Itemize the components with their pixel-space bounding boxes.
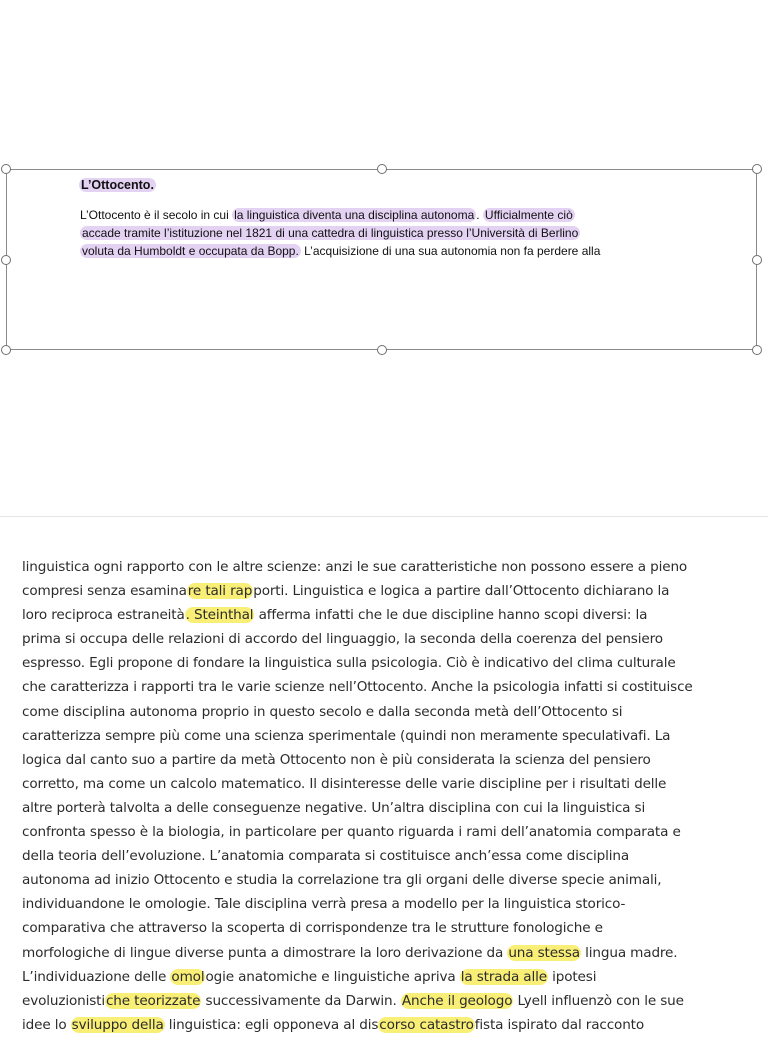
text-line: linguistica ogni rapporto con le altre scienze: anzi le sue caratteristiche non possono essere a pieno	[22, 559, 688, 575]
yellow-highlight: sviluppo della	[71, 1016, 164, 1033]
resize-handle-top-center[interactable]	[377, 164, 387, 174]
yellow-highlight: Anche il geologo	[401, 992, 513, 1009]
resize-handle-middle-right[interactable]	[752, 255, 762, 265]
yellow-highlight: . Steinthal	[185, 607, 254, 624]
text-line: L’individuazione delle omologie anatomiche e linguistiche apriva la strada alle ipotesi	[22, 968, 597, 985]
section-title	[79, 178, 156, 192]
resize-handle-top-left[interactable]	[1, 164, 11, 174]
text-line: caratterizza sempre più come una scienza sperimentale (quindi non meramente speculativafi. La	[22, 727, 671, 744]
purple-highlight: Ufficialmente ciò	[484, 208, 573, 222]
text-line: altre porterà talvolta a delle conseguenze negative. Un’altra disciplina con cui la linguistica si	[22, 799, 646, 816]
purple-highlight: accade tramite l’istituzione nel 1821 di una cattedra di linguistica presso l’Università di Berlino	[82, 226, 579, 240]
yellow-highlight: omol	[171, 968, 205, 985]
text-line: compresi senza esaminare tali rapporti. Linguistica e logica a partire dall’Ottocento dichiarano la	[22, 583, 670, 600]
text-line: evoluzionistiche teorizzate successivamente da Darwin. Anche il geologo Lyell influenzò con le sue	[22, 992, 684, 1009]
resize-handle-bottom-right[interactable]	[752, 345, 762, 355]
text-line: idee lo sviluppo della linguistica: egli opponeva al discorso catastrofista ispirato dal racconto	[22, 1016, 645, 1033]
text-line: comparativa che attraverso la scoperta di corrispondenze tra le strutture fonologiche e	[22, 920, 603, 937]
selected-text-box[interactable]	[6, 169, 757, 350]
text-line: voluta da Humboldt e occupata da Bopp. L’acquisizione di una sua autonomia non fa perdere alla	[82, 244, 601, 258]
yellow-highlight: corso catastro	[379, 1016, 474, 1033]
text-box-body	[80, 206, 720, 260]
text-line: loro reciproca estraneità. Steinthal afferma infatti che le due discipline hanno scopi diversi: la	[22, 607, 648, 624]
purple-highlight: la linguistica diventa una disciplina autonoma	[234, 208, 475, 222]
text-line: confronta spesso è la biologia, in particolare per quanto riguarda i rami dell’anatomia comparata e	[22, 824, 681, 841]
yellow-highlight: che teorizzate	[105, 992, 201, 1009]
page-divider	[0, 516, 768, 517]
text-line: individuandone le omologie. Tale disciplina verrà presa a modello per la linguistica storico-	[22, 896, 626, 913]
resize-handle-bottom-left[interactable]	[1, 345, 11, 355]
text-line: logica dal canto suo a partire da metà Ottocento non è più considerata la scienza del pensiero	[22, 751, 651, 768]
yellow-highlight: re tali rap	[187, 583, 253, 600]
yellow-highlight: la strada alle	[460, 968, 547, 985]
title-highlight: L’Ottocento.	[81, 178, 154, 192]
resize-handle-top-right[interactable]	[752, 164, 762, 174]
resize-handle-middle-left[interactable]	[1, 255, 11, 265]
text-line: L’Ottocento è il secolo in cui la linguistica diventa una disciplina autonoma . Ufficialmente ciò	[80, 208, 573, 222]
text-line: che caratterizza i rapporti tra le varie scienze nell’Ottocento. Anche la psicologia infatti si costituisce	[22, 679, 693, 696]
purple-highlight: voluta da Humboldt e occupata da Bopp.	[82, 244, 299, 258]
text-line: autonoma ad inizio Ottocento e studia la correlazione tra gli organi delle diverse specie animali,	[22, 872, 662, 889]
text-line: prima si occupa delle relazioni di accordo del linguaggio, la seconda della coerenza del pensiero	[22, 631, 663, 648]
text-line: della teoria dell’evoluzione. L’anatomia comparata si costituisce anch’essa come disciplina	[22, 848, 630, 865]
yellow-highlight: una stessa	[508, 944, 580, 961]
text-line: corretto, ma come un calcolo matematico. Il disinteresse delle varie discipline per i risultati delle	[22, 775, 667, 792]
text-line: espresso. Egli propone di fondare la linguistica sulla psicologia. Ciò è indicativo del clima culturale	[22, 655, 676, 672]
text-line: morfologiche di lingue diverse punta a dimostrare la loro derivazione da una stessa lingua madre.	[22, 944, 678, 961]
resize-handle-bottom-center[interactable]	[377, 345, 387, 355]
text-line: come disciplina autonoma proprio in questo secolo e dalla seconda metà dell’Ottocento si	[22, 703, 623, 720]
text-line	[80, 224, 720, 242]
scanned-page-text	[22, 555, 762, 1037]
